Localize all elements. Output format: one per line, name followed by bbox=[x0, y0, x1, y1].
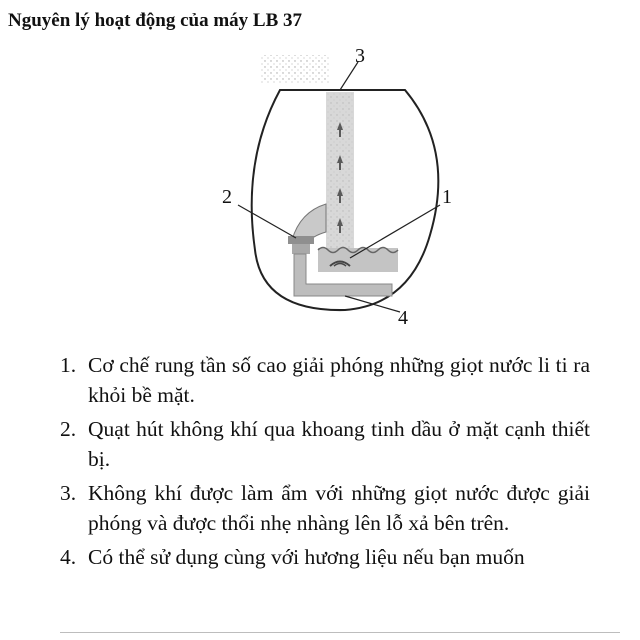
list-item bbox=[60, 414, 590, 474]
step-text: Cơ chế rung tần số cao giải phóng những giọt nước li ti ra khỏi bề mặt. bbox=[88, 353, 590, 407]
callout-line-2 bbox=[238, 205, 296, 238]
step-number: 1. bbox=[60, 353, 77, 377]
fan-intake bbox=[288, 204, 326, 254]
callout-label-4: 4 bbox=[398, 307, 408, 329]
step-number: 4. bbox=[60, 545, 77, 569]
page-title: Nguyên lý hoạt động của máy LB 37 bbox=[8, 10, 303, 31]
bottom-divider bbox=[60, 632, 620, 633]
list-item bbox=[60, 350, 590, 410]
list-item bbox=[60, 542, 590, 572]
step-text: Không khí được làm ẩm với những giọt nước được giải phóng và được thổi nhẹ nhàng lên lỗ xả bên trên. bbox=[88, 481, 590, 535]
step-number: 3. bbox=[60, 481, 77, 505]
callout-label-1: 1 bbox=[442, 186, 452, 208]
step-number: 2. bbox=[60, 417, 77, 441]
mist-cloud bbox=[260, 55, 330, 83]
steps-list bbox=[60, 350, 590, 576]
list-item bbox=[60, 478, 590, 538]
callout-label-2: 2 bbox=[222, 186, 232, 208]
step-text: Có thể sử dụng cùng với hương liệu nếu bạn muốn bbox=[88, 545, 525, 569]
step-text: Quạt hút không khí qua khoang tinh dầu ở mặt cạnh thiết bị. bbox=[88, 417, 590, 471]
water-reservoir bbox=[318, 248, 398, 273]
callout-label-3: 3 bbox=[355, 45, 365, 67]
